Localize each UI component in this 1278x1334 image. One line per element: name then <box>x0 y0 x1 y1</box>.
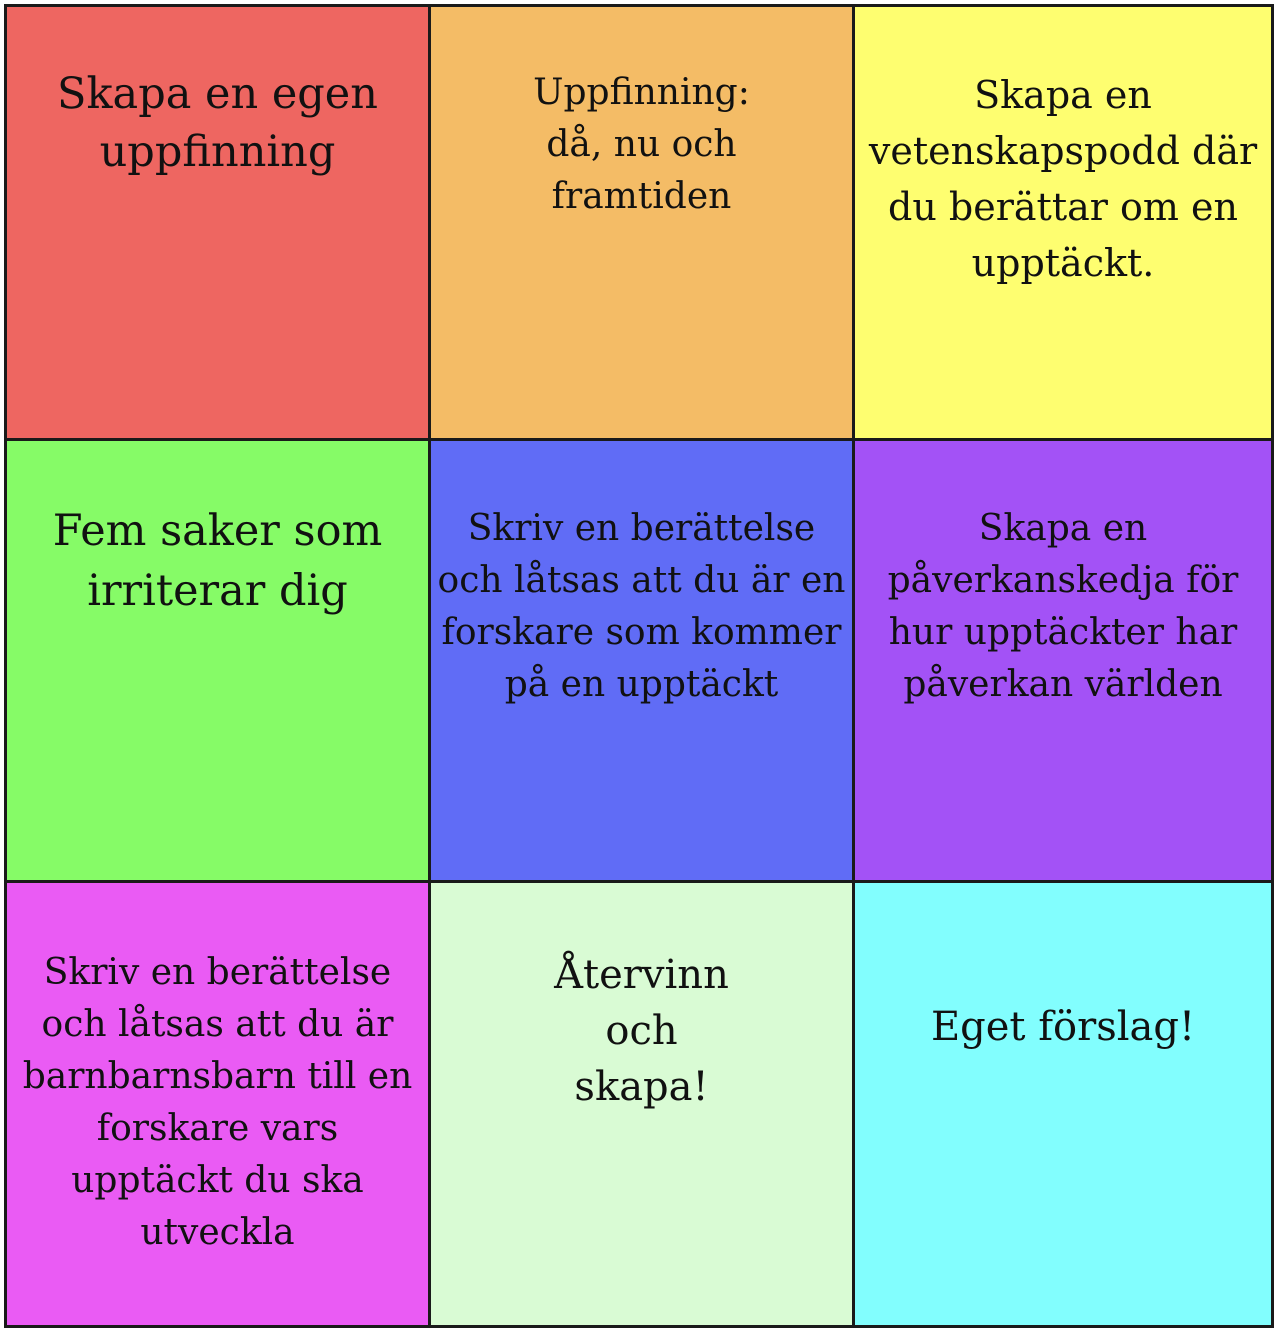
cell-eget-forslag <box>855 883 1271 1325</box>
cell-text: Eget förslag! <box>930 1004 1196 1050</box>
cell-text: Skapa en påverkanskedja för hur upptäckter har påverkan världen <box>887 508 1239 705</box>
cell-atervinn-och-skapa <box>431 883 852 1325</box>
cell-text: Fem saker som irriterar dig <box>52 506 383 616</box>
cell-berattelse-forskare <box>431 441 852 880</box>
choice-board-grid <box>4 4 1274 1328</box>
cell-fem-saker <box>7 441 428 880</box>
cell-text: Återvinn och skapa! <box>554 952 729 1110</box>
cell-text: Skapa en vetenskapspodd där du berättar om en upptäckt. <box>868 73 1258 285</box>
cell-text: Skriv en berättelse och låtsas att du är barnbarnsbarn till en forskare vars upptäckt du ska utveckla <box>22 952 413 1253</box>
cell-vetenskapspodd <box>855 7 1271 438</box>
cell-paverkanskedja <box>855 441 1271 880</box>
cell-uppfinning-da-nu-framtiden <box>431 7 852 438</box>
cell-berattelse-barnbarnsbarn <box>7 883 428 1325</box>
cell-text: Skapa en egen uppfinning <box>57 69 378 177</box>
cell-skapa-egen-uppfinning <box>7 7 428 438</box>
cell-text: Skriv en berättelse och låtsas att du är en forskare som kommer på en upptäckt <box>437 508 846 705</box>
cell-text: Uppfinning: då, nu och framtiden <box>533 72 750 217</box>
